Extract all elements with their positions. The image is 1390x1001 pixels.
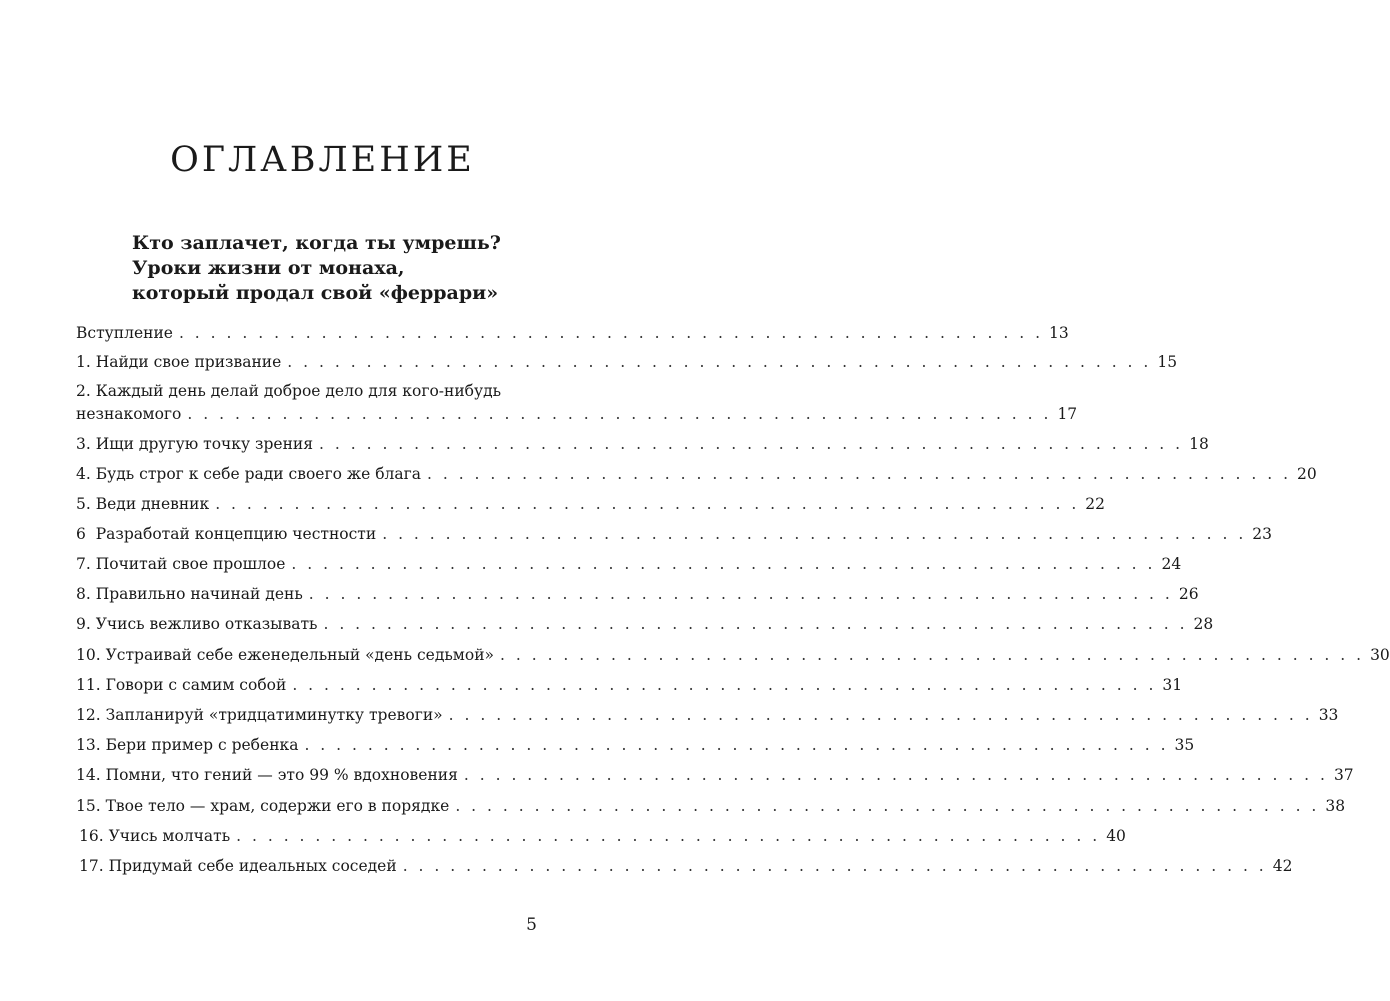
toc-entry-title: 6 Разработай концепцию честности bbox=[76, 525, 377, 543]
toc-leader-dots: . . . . . . . . . . . . . . . . . . . . . . . . . . . . . . . . . . . . . . . . . . . . . . . . . . . . . . . bbox=[402, 857, 1267, 875]
toc-entry-title: 16. Учись молчать bbox=[79, 827, 231, 845]
toc-leader-dots: . . . . . . . . . . . . . . . . . . . . . . . . . . . . . . . . . . . . . . . . . . . . . . . . . . . . . . . bbox=[187, 405, 1052, 423]
toc-entry-3[interactable] bbox=[76, 434, 1209, 454]
toc-entry-title: 2. Каждый день делай доброе дело для кого-нибудь bbox=[76, 382, 502, 400]
toc-entry-title: 9. Учись вежливо отказывать bbox=[76, 615, 318, 633]
toc-entry-page: 15 bbox=[1157, 353, 1178, 371]
toc-entry-title: 10. Устраивай себе еженедельный «день седьмой» bbox=[76, 646, 495, 664]
toc-entry-page: 13 bbox=[1049, 324, 1069, 342]
toc-entry-14[interactable] bbox=[76, 765, 1354, 785]
toc-entry-5[interactable] bbox=[76, 494, 1105, 514]
toc-entry-4[interactable] bbox=[76, 464, 1317, 484]
toc-entry-page: 24 bbox=[1161, 555, 1182, 573]
toc-leader-dots: . . . . . . . . . . . . . . . . . . . . . . . . . . . . . . . . . . . . . . . . . . . . . . . . . . . . . . . bbox=[304, 736, 1169, 754]
toc-entry-page: 35 bbox=[1174, 736, 1195, 754]
toc-entry-11[interactable] bbox=[76, 675, 1183, 695]
toc-entry-title: 14. Помни, что гений — это 99 % вдохновения bbox=[76, 766, 458, 784]
page-number: 5 bbox=[526, 915, 537, 935]
toc-entry-title: 15. Твое тело — храм, содержи его в порядке bbox=[76, 797, 450, 815]
toc-entry-2[interactable] bbox=[76, 381, 1078, 424]
toc-entry-title-continued: незнакомого bbox=[76, 405, 182, 423]
toc-entry-title: 17. Придумай себе идеальных соседей bbox=[79, 857, 397, 875]
toc-entry-page: 20 bbox=[1297, 465, 1317, 483]
toc-entry-8[interactable] bbox=[76, 584, 1199, 604]
toc-leader-dots: . . . . . . . . . . . . . . . . . . . . . . . . . . . . . . . . . . . . . . . . . . . . . . . . . . . . . . . bbox=[287, 353, 1152, 371]
toc-leader-dots: . . . . . . . . . . . . . . . . . . . . . . . . . . . . . . . . . . . . . . . . . . . . . . . . . . . . . . . bbox=[448, 706, 1313, 724]
toc-leader-dots: . . . . . . . . . . . . . . . . . . . . . . . . . . . . . . . . . . . . . . . . . . . . . . . . . . . . . . . bbox=[455, 797, 1320, 815]
toc-entry-page: 31 bbox=[1162, 676, 1183, 694]
toc-entry-title: 8. Правильно начинай день bbox=[76, 585, 303, 603]
toc-entry-page: 18 bbox=[1189, 435, 1209, 453]
toc-entry-title: 13. Бери пример с ребенка bbox=[76, 736, 299, 754]
page-title: ОГЛАВЛЕНИЕ bbox=[170, 140, 475, 180]
book-title-line-3: который продал свой «феррари» bbox=[132, 282, 499, 304]
toc-entry-15[interactable] bbox=[76, 796, 1346, 816]
toc-leader-dots: . . . . . . . . . . . . . . . . . . . . . . . . . . . . . . . . . . . . . . . . . . . . . . . . . . . . . . . bbox=[178, 324, 1043, 342]
toc-leader-dots: . . . . . . . . . . . . . . . . . . . . . . . . . . . . . . . . . . . . . . . . . . . . . . . . . . . . . . . bbox=[215, 495, 1080, 513]
toc-entry-10[interactable] bbox=[76, 645, 1390, 665]
toc-entry-6[interactable] bbox=[76, 524, 1272, 544]
toc-entry-17[interactable] bbox=[79, 856, 1293, 876]
toc-leader-dots: . . . . . . . . . . . . . . . . . . . . . . . . . . . . . . . . . . . . . . . . . . . . . . . . . . . . . . . bbox=[427, 465, 1292, 483]
toc-entry-page: 33 bbox=[1318, 706, 1339, 724]
toc-entry-16[interactable] bbox=[79, 826, 1126, 846]
toc-entry-title: 12. Запланируй «тридцатиминутку тревоги» bbox=[76, 706, 443, 724]
toc-entry-title: 3. Ищи другую точку зрения bbox=[76, 435, 314, 453]
toc-entry-title: 7. Почитай свое прошлое bbox=[76, 555, 286, 573]
book-title bbox=[132, 231, 501, 306]
toc-entry-7[interactable] bbox=[76, 554, 1182, 574]
toc-entry-page: 17 bbox=[1057, 405, 1078, 423]
toc-leader-dots: . . . . . . . . . . . . . . . . . . . . . . . . . . . . . . . . . . . . . . . . . . . . . . . . . . . . . . . bbox=[292, 676, 1157, 694]
toc-leader-dots: . . . . . . . . . . . . . . . . . . . . . . . . . . . . . . . . . . . . . . . . . . . . . . . . . . . . . . . bbox=[236, 827, 1101, 845]
toc-entry-title: Вступление bbox=[76, 324, 173, 342]
toc-entry-13[interactable] bbox=[76, 735, 1195, 755]
toc-leader-dots: . . . . . . . . . . . . . . . . . . . . . . . . . . . . . . . . . . . . . . . . . . . . . . . . . . . . . . . bbox=[382, 525, 1247, 543]
toc-leader-dots: . . . . . . . . . . . . . . . . . . . . . . . . . . . . . . . . . . . . . . . . . . . . . . . . . . . . . . . bbox=[323, 615, 1188, 633]
toc-entry-page: 22 bbox=[1085, 495, 1105, 513]
toc-entry-page: 40 bbox=[1106, 827, 1126, 845]
toc-entry-title: 5. Веди дневник bbox=[76, 495, 210, 513]
toc-leader-dots: . . . . . . . . . . . . . . . . . . . . . . . . . . . . . . . . . . . . . . . . . . . . . . . . . . . . . . . bbox=[308, 585, 1173, 603]
toc-entry-page: 30 bbox=[1370, 646, 1390, 664]
toc-leader-dots: . . . . . . . . . . . . . . . . . . . . . . . . . . . . . . . . . . . . . . . . . . . . . . . . . . . . . . . bbox=[319, 435, 1184, 453]
toc-entry-title: 4. Будь строг к себе ради своего же блага bbox=[76, 465, 421, 483]
toc-entry-introduction[interactable] bbox=[76, 323, 1069, 343]
toc-entry-9[interactable] bbox=[76, 614, 1214, 634]
toc-entry-page: 23 bbox=[1252, 525, 1272, 543]
toc-entry-1[interactable] bbox=[76, 352, 1178, 372]
toc-entry-12[interactable] bbox=[76, 705, 1339, 725]
toc-entry-title: 1. Найди свое призвание bbox=[76, 353, 282, 371]
toc-entry-title: 11. Говори с самим собой bbox=[76, 676, 287, 694]
toc-entry-page: 38 bbox=[1325, 797, 1346, 815]
toc-entry-page: 26 bbox=[1178, 585, 1199, 603]
book-title-line-1: Кто заплачет, когда ты умрешь? bbox=[132, 232, 501, 254]
toc-leader-dots: . . . . . . . . . . . . . . . . . . . . . . . . . . . . . . . . . . . . . . . . . . . . . . . . . . . . . . . bbox=[291, 555, 1156, 573]
toc-entry-page: 42 bbox=[1272, 857, 1293, 875]
toc-leader-dots: . . . . . . . . . . . . . . . . . . . . . . . . . . . . . . . . . . . . . . . . . . . . . . . . . . . . . . . bbox=[500, 646, 1365, 664]
toc-entry-page: 28 bbox=[1193, 615, 1214, 633]
toc-leader-dots: . . . . . . . . . . . . . . . . . . . . . . . . . . . . . . . . . . . . . . . . . . . . . . . . . . . . . . . bbox=[463, 766, 1328, 784]
book-title-line-2: Уроки жизни от монаха, bbox=[132, 257, 405, 279]
toc-entry-page: 37 bbox=[1333, 766, 1354, 784]
